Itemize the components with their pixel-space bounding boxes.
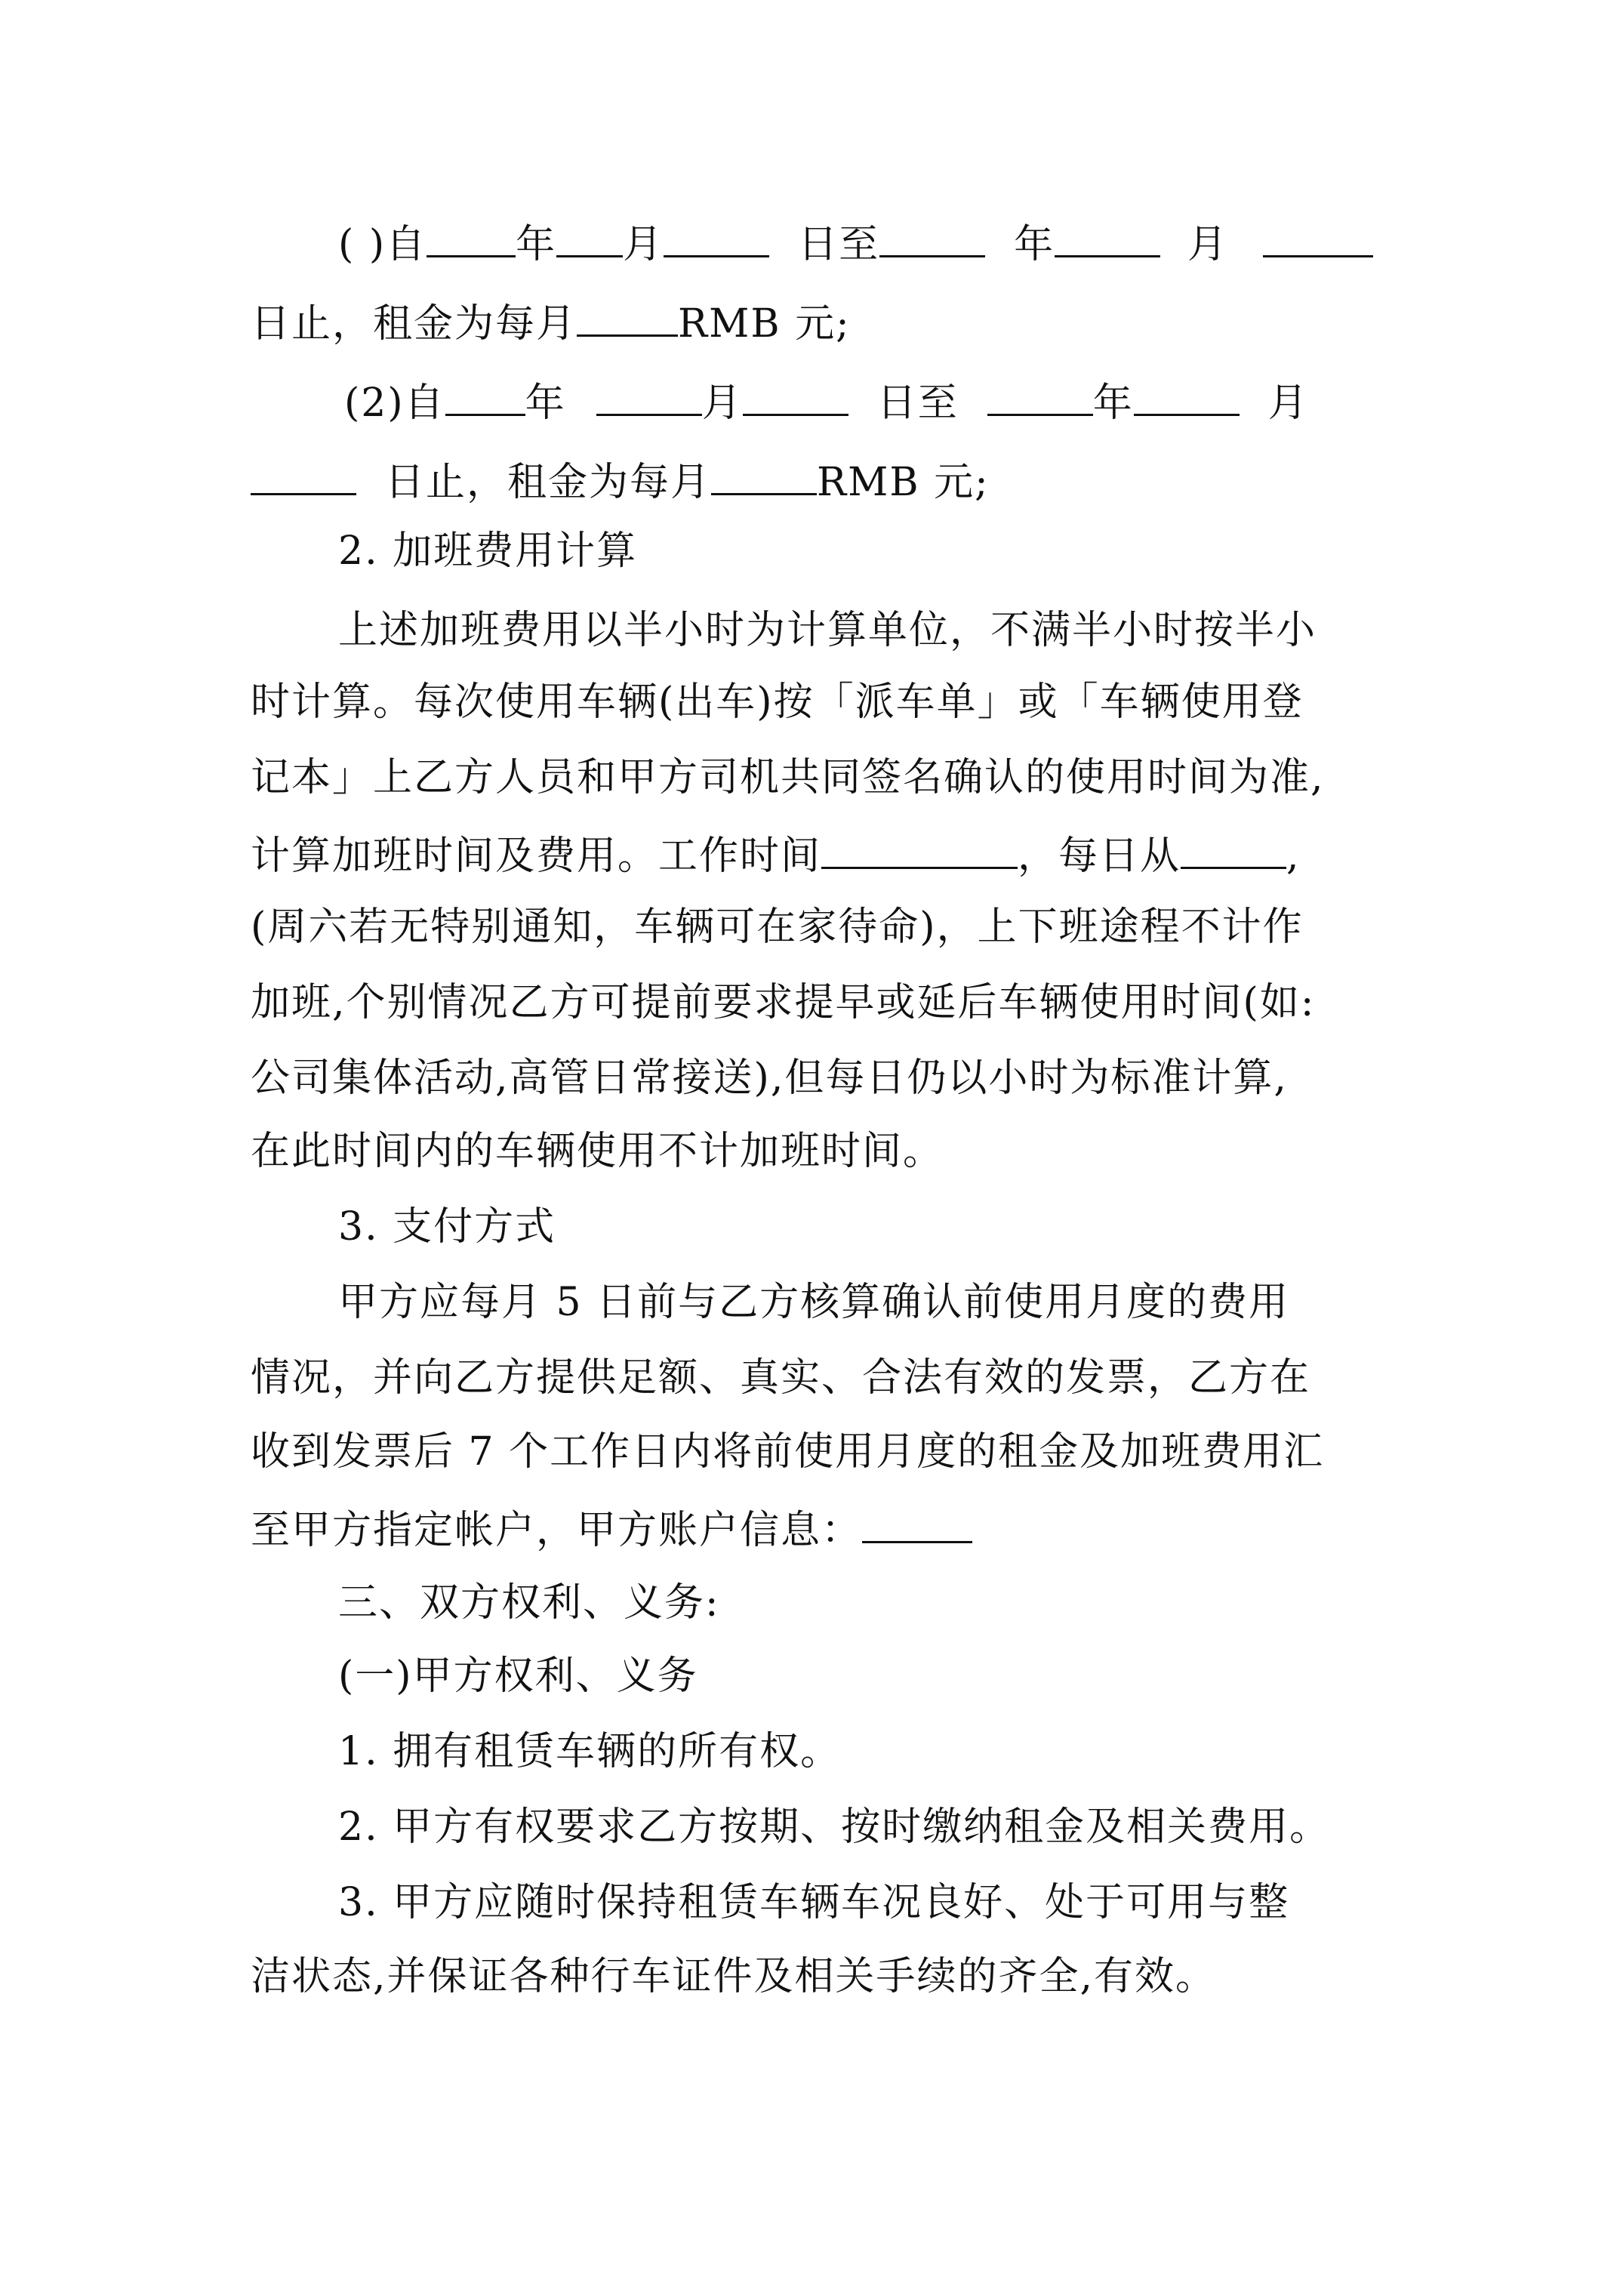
- blank-field: [711, 457, 817, 495]
- text-segment: 年: [1014, 222, 1055, 267]
- text-segment: 计算加班时间及费用。工作时间: [251, 834, 822, 879]
- text-line: [251, 457, 1383, 505]
- text-segment: RMB 元;: [678, 301, 851, 347]
- text-line: 在此时间内的车辆使用不计加班时间。: [251, 1129, 944, 1174]
- blank-field: [445, 378, 525, 416]
- text-line: 公司集体活动,高管日常接送),但每日仍以小时为标准计算,: [251, 1056, 1288, 1101]
- text-line: [344, 378, 1477, 426]
- text-line: 收到发票后 7 个工作日内将前使用月度的租金及加班费用汇: [251, 1429, 1325, 1475]
- text-line: [251, 1505, 1383, 1553]
- list-item: 1. 拥有租赁车辆的所有权。: [338, 1729, 842, 1774]
- subsection-heading: (一)甲方权利、义务: [338, 1653, 698, 1699]
- text-line: 情况，并向乙方提供足额、真实、合法有效的发票，乙方在: [251, 1355, 1311, 1401]
- list-item: 3. 甲方应随时保持租赁车辆车况良好、处于可用与整: [338, 1880, 1290, 1925]
- text-segment: RMB 元;: [817, 460, 990, 505]
- blank-field: [879, 219, 985, 257]
- blank-field: [1055, 219, 1160, 257]
- blank-field: [1134, 378, 1240, 416]
- text-segment: 月: [1267, 381, 1309, 426]
- text-segment: 年: [516, 222, 557, 267]
- blank-field: [251, 457, 356, 495]
- text-segment: 日至: [876, 381, 959, 426]
- text-line: 时计算。每次使用车辆(出车)按「派车单」或「车辆使用登: [251, 680, 1304, 725]
- text-line: (周六若无特别通知，车辆可在家待命)，上下班途程不计作: [251, 905, 1304, 950]
- text-line: [251, 831, 1383, 879]
- text-line: 记本」上乙方人员和甲方司机共同签名确认的使用时间为准,: [251, 755, 1325, 800]
- text-segment: 年: [525, 381, 566, 426]
- text-segment: 月: [623, 222, 664, 267]
- blank-field: [743, 378, 848, 416]
- text-segment: 日止，租金为每月: [251, 301, 577, 347]
- blank-field: [664, 219, 769, 257]
- text-line: 洁状态,并保证各种行车证件及相关手续的齐全,有效。: [251, 1954, 1217, 1999]
- text-line: [251, 298, 1383, 347]
- text-line: 加班,个别情况乙方可提前要求提早或延后车辆使用时间(如:: [251, 980, 1316, 1025]
- blank-field: [596, 378, 702, 416]
- text-segment: ,: [1286, 834, 1301, 879]
- blank-field: [577, 298, 678, 337]
- blank-field: [1263, 219, 1373, 257]
- blank-field: [862, 1505, 972, 1543]
- text-segment: ，每日从: [1018, 834, 1181, 879]
- text-segment: 月: [701, 381, 743, 426]
- text-segment: 至甲方指定帐户，甲方账户信息：: [251, 1508, 863, 1553]
- blank-field: [821, 831, 1018, 869]
- blank-field: [987, 378, 1093, 416]
- list-item: 2. 甲方有权要求乙方按期、按时缴纳租金及相关费用。: [338, 1804, 1331, 1850]
- text-segment: 日至: [798, 222, 880, 267]
- text-segment: 年: [1092, 381, 1134, 426]
- text-segment: 日止，租金为每月: [385, 460, 712, 505]
- blank-field: [1181, 831, 1286, 869]
- section-heading: 三、双方权利、义务:: [338, 1580, 720, 1626]
- text-line: [338, 219, 1471, 267]
- text-segment: ( )自: [338, 222, 427, 267]
- section-heading: 2. 加班费用计算: [338, 529, 638, 574]
- text-segment: (2)自: [344, 381, 445, 426]
- blank-field: [427, 219, 516, 257]
- blank-field: [556, 219, 623, 257]
- text-line: 上述加班费用以半小时为计算单位，不满半小时按半小: [338, 608, 1317, 653]
- text-line: 甲方应每月 5 日前与乙方核算确认前使用月度的费用: [338, 1280, 1290, 1325]
- section-heading: 3. 支付方式: [338, 1204, 556, 1250]
- text-segment: 月: [1187, 222, 1229, 267]
